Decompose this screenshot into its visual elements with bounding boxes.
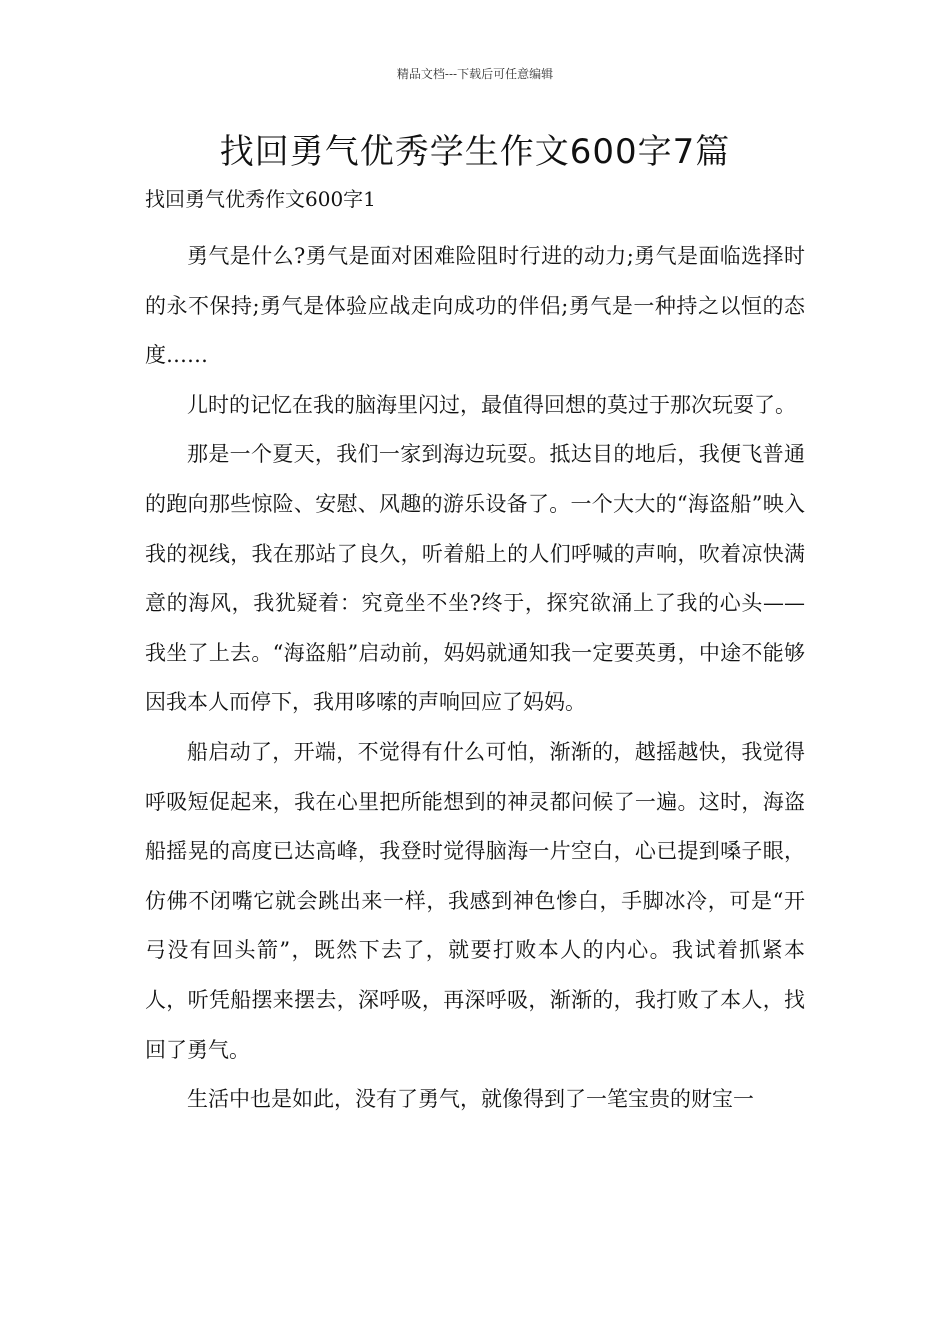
body-text	[145, 232, 805, 1125]
paragraph-1: 勇气是什么?勇气是面对困难险阻时行进的动力;勇气是面临选择时的永不保持;勇气是体验应战走向成功的伴侣;勇气是一种持之以恒的态度……	[145, 244, 805, 368]
paragraph-3: 那是一个夏天，我们一家到海边玩耍。抵达目的地后，我便飞普通的跑向那些惊险、安慰、风趣的游乐设备了。一个大大的“海盗船”映入我的视线，我在那站了良久，听着船上的人们呼喊的声响，吹着凉快满意的海风，我犹疑着：究竟坐不坐?终于，探究欲涌上了我的心头——我坐了上去。“海盗船”启动前，妈妈就通知我一定要英勇，中途不能够因我本人而停下，我用哆嗦的声响回应了妈妈。	[145, 442, 805, 715]
paragraph-5: 生活中也是如此，没有了勇气，就像得到了一笔宝贵的财宝一	[187, 1087, 754, 1112]
section-subtitle: 找回勇气优秀作文600字1	[145, 187, 376, 211]
page-header: 精品文档---下载后可任意编辑	[396, 67, 554, 81]
paragraph-2: 儿时的记忆在我的脑海里闪过，最值得回想的莫过于那次玩耍了。	[187, 392, 796, 417]
paragraph-4: 船启动了，开端，不觉得有什么可怕，渐渐的，越摇越快，我觉得呼吸短促起来，我在心里把所能想到的神灵都问候了一遍。这时，海盗船摇晃的高度已达高峰，我登时觉得脑海一片空白，心已提到嗓子眼，仿佛不闭嘴它就会跳出来一样，我感到神色惨白，手脚冰冷，可是“开弓没有回头箭”，既然下去了，就要打败本人的内心。我试着抓紧本人，听凭船摆来摆去，深呼吸，再深呼吸，渐渐的，我打败了本人，找回了勇气。	[145, 739, 805, 1062]
document-title: 找回勇气优秀学生作文600字7篇	[219, 132, 731, 172]
